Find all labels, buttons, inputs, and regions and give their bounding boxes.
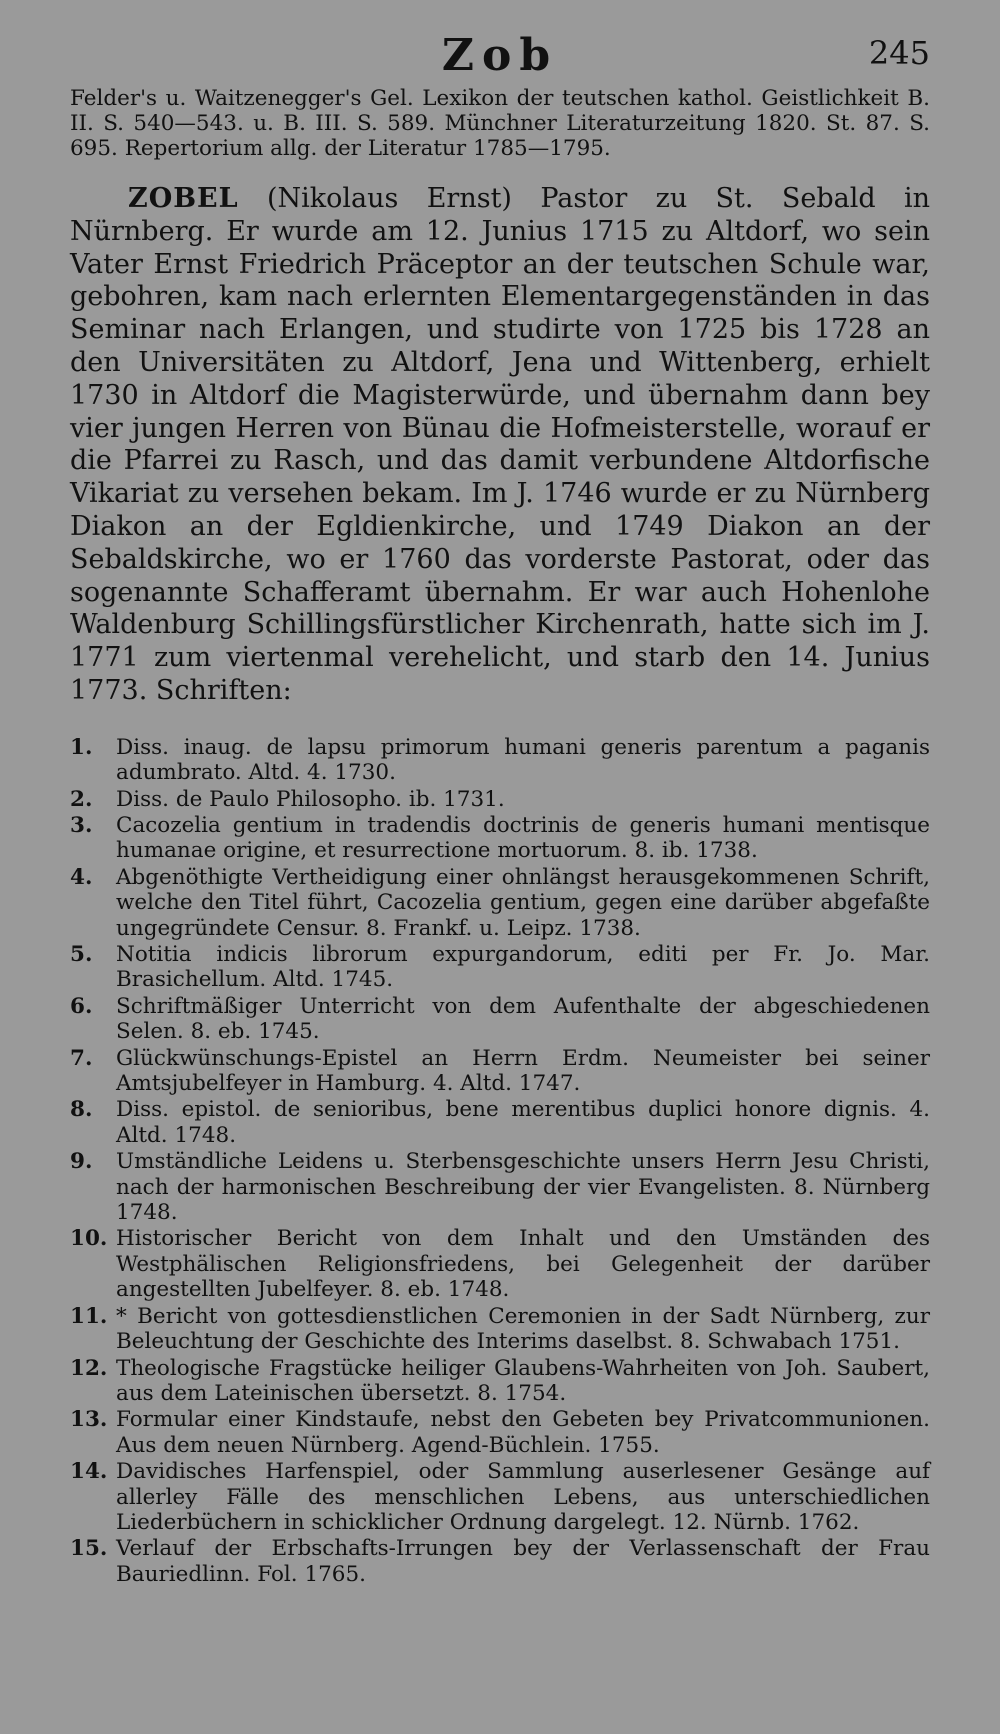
works-heading: Schriften: (155, 674, 292, 706)
work-item (70, 813, 930, 864)
work-text: Formular einer Kindstaufe, nebst den Gebeten bey Privatcommunionen. Aus dem neuen Nürnberg. Agend-Büchlein. 1755. (116, 1407, 930, 1458)
work-text: Umständliche Leidens u. Sterbensgeschichte unsers Herrn Jesu Christi, nach der harmonischen Beschreibung der vier Evangelisten. 8. Nürnberg 1748. (116, 1149, 930, 1226)
work-item (70, 1097, 930, 1148)
entry-body: (Nikolaus Ernst) Pastor zu St. Sebald in Nürnberg. Er wurde am 12. Junius 1715 zu Altdorf, wo sein Vater Ernst Friedrich Präceptor an der teutschen Schule war, gebohren, kam nach erlernten Elementargegenständen in das Seminar nach Erlangen, und studirte von 1725 bis 1728 an den Universitäten zu Altdorf, Jena und Wittenberg, erhielt 1730 in Altdorf die Magisterwürde, und übernahm dann bey vier jungen Herren von Bünau die Hofmeisterstelle, worauf er die Pfarrei zu Rasch, und das damit verbundene Altdorfische Vikariat zu versehen bekam. Im J. 1746 wurde er zu Nürnberg Diakon an der Egldienkirche, und 1749 Diakon an der Sebaldskirche, wo er 1760 das vorderste Pastorat, oder das sogenannte Schafferamt übernahm. Er war auch Hohenlohe Waldenburg Schillingsfürstlicher Kirchenrath, hatte sich im J. 1771 zum viertenmal verehelicht, und starb den 14. Junius 1773. (70, 183, 930, 706)
work-number: 13. (70, 1407, 108, 1433)
work-number: 11. (70, 1303, 108, 1329)
work-text: Davidisches Harfenspiel, oder Sammlung auserlesener Gesänge auf allerley Fälle des menschlichen Lebens, aus unterschiedlichen Liederbüchern in schicklicher Ordnung dargelegt. 12. Nürnb. 1762. (116, 1459, 930, 1535)
work-number: 2. (70, 786, 93, 812)
work-number: 9. (70, 1149, 93, 1175)
work-number: 8. (70, 1097, 93, 1123)
work-number: 1. (70, 734, 93, 760)
work-text: Abgenöthigte Vertheidigung einer ohnlängst herausgekommenen Schrift, welche den Titel führt, Cacozelia gentium, gegen eine darüber abgefaßte ungegründete Censur. 8. Frankf. u. Leipz. 1738. (116, 864, 930, 941)
biography-entry (70, 183, 930, 708)
work-text: * Bericht von gottesdienstlichen Ceremonien in der Sadt Nürnberg, zur Beleuchtung der Geschichte des Interims daselbst. 8. Schwabach 1751. (116, 1303, 930, 1355)
work-number: 15. (70, 1536, 108, 1562)
work-text: Theologische Fragstücke heiliger Glaubens-Wahrheiten von Joh. Saubert, aus dem Lateinischen übersetzt. 8. 1754. (116, 1355, 930, 1406)
work-item (70, 1356, 930, 1407)
work-item (70, 1226, 930, 1302)
work-number: 14. (70, 1459, 108, 1485)
work-item (70, 1149, 930, 1225)
work-number: 3. (70, 812, 93, 838)
work-number: 12. (70, 1355, 108, 1381)
work-item (70, 1407, 930, 1458)
work-item (70, 865, 930, 941)
work-text: Notitia indicis librorum expurgandorum, editi per Fr. Jo. Mar. Brasichellum. Altd. 1745. (116, 942, 930, 993)
work-number: 6. (70, 993, 93, 1019)
work-item (70, 1459, 930, 1535)
work-item (70, 735, 930, 786)
work-text: Diss. de Paulo Philosopho. ib. 1731. (116, 786, 505, 812)
work-text: Diss. inaug. de lapsu primorum humani generis parentum a paganis adumbrato. Altd. 4. 1730. (116, 734, 930, 786)
work-item (70, 1536, 930, 1587)
entry-headword: ZOBEL (128, 183, 239, 214)
work-number: 5. (70, 942, 93, 967)
page-number: 245 (868, 34, 930, 72)
work-text: Diss. epistol. de senioribus, bene merentibus duplici honore dignis. 4. Altd. 1748. (116, 1097, 930, 1148)
work-number: 4. (70, 864, 93, 890)
work-item (70, 787, 930, 812)
previous-entry-continuation: Felder's u. Waitzenegger's Gel. Lexikon der teutschen kathol. Geistlichkeit B. II. S. 540—543. u. B. III. S. 589. Münchner Literaturzeitung 1820. St. 87. S. 695. Repertorium allg. der Literatur 1785—1795. (70, 86, 930, 161)
works-list (70, 735, 930, 1587)
work-number: 10. (70, 1226, 108, 1252)
work-text: Cacozelia gentium in tradendis doctrinis de generis humani mentisque humanae origine, et resurrectione mortuorum. 8. ib. 1738. (116, 812, 930, 864)
running-head (70, 30, 930, 82)
work-number: 7. (70, 1045, 93, 1071)
work-item (70, 994, 930, 1045)
work-text: Historischer Bericht von dem Inhalt und den Umständen des Westphälischen Religionsfriedens, bei Gelegenheit der darüber angestellten Jubelfeyer. 8. eb. 1748. (116, 1226, 930, 1303)
work-text: Schriftmäßiger Unterricht von dem Aufenthalte der abgeschiedenen Selen. 8. eb. 1745. (116, 993, 930, 1045)
work-text: Glückwünschungs-Epistel an Herrn Erdm. Neumeister bei seiner Amtsjubelfeyer in Hamburg. 4. Altd. 1747. (116, 1045, 930, 1097)
work-text: Verlauf der Erbschafts-Irrungen bey der Verlassenschaft der Frau Bauriedlinn. Fol. 1765. (116, 1536, 930, 1587)
work-item (70, 1046, 930, 1097)
work-item (70, 1304, 930, 1355)
running-title: Zob (441, 30, 559, 81)
work-item (70, 942, 930, 993)
